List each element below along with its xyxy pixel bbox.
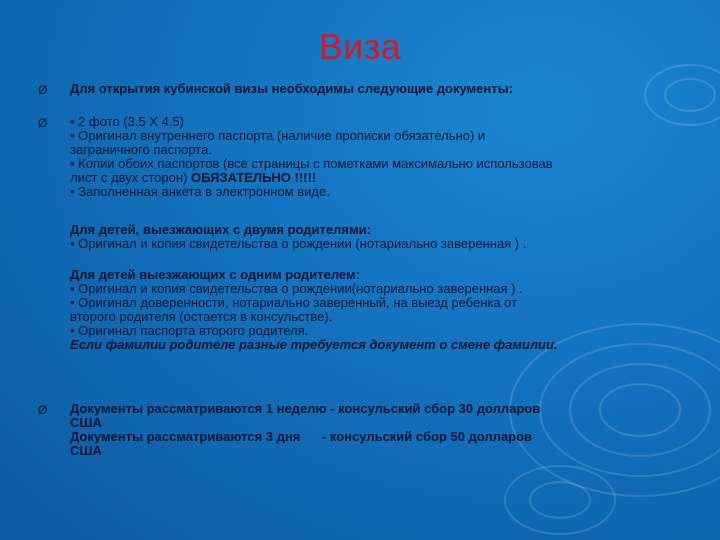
- list-item: • Копии обоих паспортов (все страницы с пометками максимально использовав: [70, 156, 553, 171]
- fee-line-currency: США: [70, 443, 102, 458]
- list-item: • Оригинал и копия свидетельства о рождении(нотариально заверенная ) .: [70, 281, 523, 296]
- one-parent-section: [70, 268, 695, 352]
- fee-line: Документы рассматриваются 1 неделю - консульский сбор 30 долларов: [70, 401, 541, 416]
- bullet-arrow-icon: Ø: [38, 116, 48, 130]
- list-item: • Оригинал доверенности, нотариально заверенный, на выезд ребенка от: [70, 295, 518, 310]
- bullet-arrow-icon: Ø: [38, 403, 48, 417]
- list-item-continuation: второго родителя (остается в консульстве).: [70, 309, 333, 324]
- list-item: • Оригинал внутреннего паспорта (наличие прописки обязательно) и: [70, 128, 486, 143]
- list-item: • 2 фото (3.5 Х 4.5): [70, 114, 184, 129]
- surname-note: Если фамилии родителе разные требуется документ о смене фамилии.: [70, 337, 558, 352]
- slide-title: Виза: [318, 26, 402, 67]
- mandatory-emphasis: ОБЯЗАТЕЛЬНО !!!!!: [190, 170, 317, 185]
- one-parent-heading: Для детей выезжающих с одним родителем:: [70, 267, 360, 282]
- list-item: • Оригинал и копия свидетельства о рождении (нотариально заверенная ) .: [70, 236, 527, 251]
- two-parents-section: [70, 223, 695, 251]
- bullet-arrow-icon: Ø: [38, 83, 48, 97]
- fee-line: Документы рассматриваются 3 дня - консульский сбор 50 долларов: [70, 429, 533, 444]
- two-parents-heading: Для детей, выезжающих с двумя родителями:: [70, 222, 371, 237]
- list-item: • Оригинал паспорта второго родителя.: [70, 323, 309, 338]
- list-item-continuation: заграничного паспорта.: [70, 142, 212, 157]
- intro-text: Для открытия кубинской визы необходимы следующие документы:: [70, 81, 514, 96]
- list-item-continuation: лист с двух сторон) ОБЯЗАТЕЛЬНО !!!!!: [70, 170, 317, 185]
- list-item: • Заполненная анкета в электронном виде.: [70, 184, 330, 199]
- processing-fees: [70, 402, 695, 458]
- documents-list: [70, 115, 695, 199]
- fee-line-currency: США: [70, 415, 102, 430]
